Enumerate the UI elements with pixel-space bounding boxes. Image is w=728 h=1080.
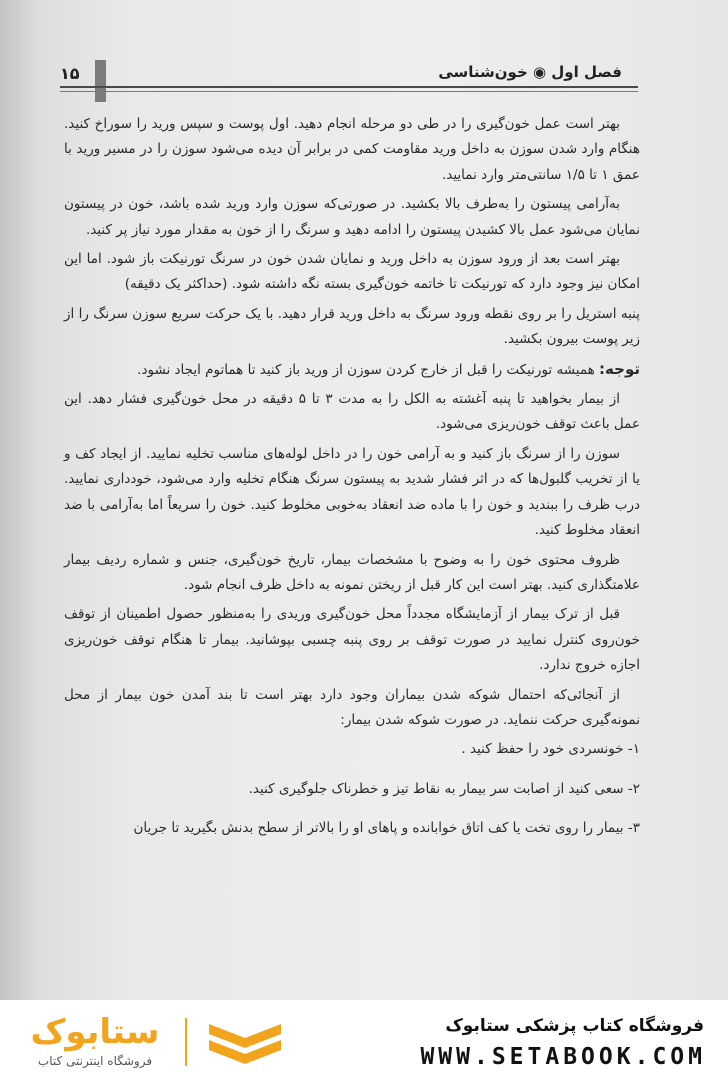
paragraph-5: از بیمار بخواهید تا پنبه آغشته به الکل را به مدت ۳ تا ۵ دقیقه در محل خون‌گیری فشار دهد. این عمل باعث توقف خون‌ریزی می‌شود.: [64, 391, 640, 433]
setabook-logo[interactable]: [20, 1010, 290, 1072]
shop-name: فروشگاه کتاب پزشکی ستابوک: [445, 1016, 704, 1036]
header-rule: [60, 86, 638, 88]
logo-tagline: فروشگاه اینترنتی کتاب: [37, 1054, 153, 1068]
paragraph-1: بهتر است عمل خون‌گیری را در طی دو مرحله انجام دهید. اول پوست و سپس ورید را سوراخ کنید. هنگام وارد شدن سوزن به داخل ورید مقاومت کمی در برابر آن دیده می‌شود سوزن را در مسیر ورید با عمق ۱ تا ۱/۵ سانتی‌متر وارد نمایید.: [64, 116, 640, 183]
logo-divider: [185, 1018, 187, 1066]
note-label: توجه:: [599, 359, 640, 378]
paragraph-7: ظروف محتوی خون را به وضوح با مشخصات بیمار، تاریخ خون‌گیری، جنس و شماره ردیف بیمار علامتگذاری کنید. بهتر است این کار قبل از ریختن نمونه به داخل ظرف انجام شود.: [64, 551, 640, 593]
paragraph-4: پنبه استریل را بر روی نقطه ورود سرنگ به داخل ورید قرار دهید. با یک حرکت سریع سوزن سرنگ را از زیر پوست بیرون بکشید.: [64, 305, 640, 348]
paragraph-8: قبل از ترک بیمار از آزمایشگاه مجدداً محل خون‌گیری وریدی را به‌منظور حصول اطمینان از توقف خون‌روی کنترل نمایید در صورت توقف بر روی پنبه چسبی بپوشانید. بیمار تا هنگام توقف خون‌ریزی اجازه خروج ندارد.: [64, 606, 640, 674]
shop-url[interactable]: WWW.SETABOOK.COM: [420, 1044, 706, 1070]
paragraph-3: بهتر است بعد از ورود سوزن به داخل ورید و نمایان شدن خون در سرنگ تورنیکت باز شود. اما این امکان نیز وجود دارد که تورنیکت تا خاتمه خون‌گیری بسته نگه داشته شود. (حداکثر یک دقیقه): [64, 251, 640, 293]
note-text: همیشه تورنیکت را قبل از خارج کردن سوزن از ورید باز کنید تا هماتوم ایجاد نشود.: [137, 361, 600, 378]
list-item-2: ۲- سعی کنید از اصابت سر بیمار به نقاط تیز و خطرناک جلوگیری کنید.: [248, 780, 640, 797]
header-rule-thin: [60, 91, 638, 92]
page-number: ۱۵: [60, 64, 80, 83]
paragraph-2: به‌آرامی پیستون را به‌طرف بالا بکشید. در صورتی‌که سوزن وارد ورید شده باشد، خون در پیستون نمایان می‌شود عمل بالا کشیدن پیستون را ادامه دهید و سرنگ را از خون به مقدار مورد نیاز پر کنید.: [64, 196, 640, 238]
body-text: [64, 112, 640, 856]
note-paragraph: [64, 357, 640, 383]
paragraph-6: سوزن را از سرنگ باز کنید و به آرامی خون را در داخل لوله‌های مناسب تخلیه نمایید. از ایجاد کف و یا از تخریب گلبول‌ها که در اثر فشار شدید به پیستون سرنگ هنگام تخلیه وارد می‌شود، خودداری نمایید. درب ظرف را ببندید و خون را با ماده ضد انعقاد به‌خوبی مخلوط کنید. خون را سریعاً اما به‌آرامی با ضد انعقاد مخلوط کنید.: [64, 445, 640, 539]
logo-wordmark: ستابوک: [30, 1012, 160, 1052]
chapter-title: فصل اول ◉ خون‌شناسی: [438, 63, 622, 81]
publisher-footer: [0, 1000, 728, 1080]
paragraph-9: از آنجائی‌که احتمال شوکه شدن بیماران وجود دارد بهتر است تا بند آمدن خون بیمار از محل نمونه‌گیری حرکت ننماید. در صورت شوکه شدن بیمار:: [64, 686, 640, 728]
header-marker-bar: [95, 60, 106, 102]
list-item-3: ۳- بیمار را روی تخت یا کف اتاق خوابانده و پاهای او را بالاتر از سطح بدنش بگیرید تا جریان: [133, 820, 640, 837]
list-item-1: ۱- خونسردی خود را حفظ کنید .: [461, 741, 640, 758]
open-book-icon: [205, 1016, 285, 1070]
page-shadow: [0, 0, 40, 1000]
